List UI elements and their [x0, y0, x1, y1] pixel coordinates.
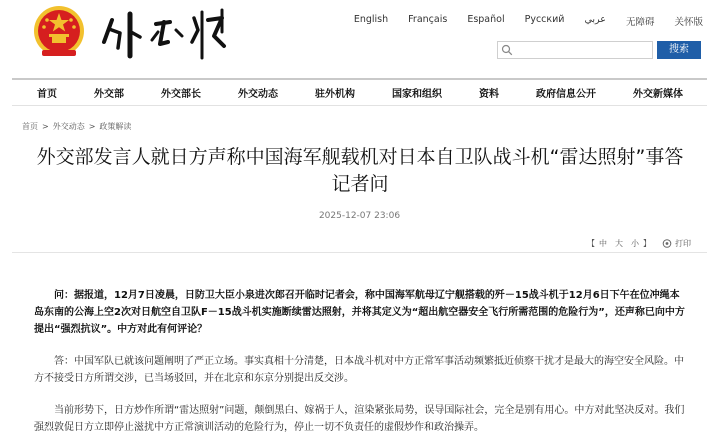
nav-new-media[interactable]: 外交新媒体 [633, 89, 683, 100]
breadcrumb-diplomatic-news[interactable]: 外交动态 [52, 122, 85, 131]
breadcrumb-policy-interpretation[interactable]: 政策解读 [99, 122, 132, 131]
article-toolbar [12, 235, 707, 253]
print-label: 打印 [675, 239, 691, 248]
nav-government-info[interactable]: 政府信息公开 [536, 89, 596, 100]
nav-minister[interactable]: 外交部长 [161, 89, 201, 100]
ministry-calligraphy-logo[interactable] [98, 2, 234, 64]
breadcrumb-home[interactable]: 首页 [22, 122, 38, 131]
nav-missions-abroad[interactable]: 驻外机构 [315, 89, 355, 100]
search-box [497, 41, 653, 59]
search-input[interactable] [516, 43, 650, 57]
lang-french[interactable]: Français [408, 14, 448, 25]
nav-resources[interactable]: 资料 [479, 89, 499, 100]
bracket-close: 】 [643, 239, 651, 248]
article-answer: 答：中国军队已就该问题阐明了严正立场。事实真相十分清楚，日本战斗机对中方正常军事活动频繁抵近侦察干扰才是最大的海空安全风险。中方不接受日方所谓交涉，已当场驳回，并在北京和东京分别提出反交涉。 [34, 356, 684, 384]
breadcrumb-separator: > [88, 122, 96, 131]
lang-english[interactable]: English [353, 14, 389, 25]
lang-spanish[interactable]: Español [467, 14, 505, 25]
font-size-large[interactable]: 大 [615, 239, 623, 248]
search-button[interactable]: 搜索 [657, 41, 701, 59]
article-title: 外交部发言人就日方声称中国海军舰载机对日本自卫队战斗机“雷达照射”事答记者问 [36, 146, 684, 195]
nav-countries-organizations[interactable]: 国家和组织 [392, 89, 442, 100]
font-size-medium[interactable]: 中 [599, 239, 607, 248]
bracket-open: 【 [587, 239, 595, 248]
national-emblem-icon[interactable] [32, 4, 86, 60]
font-size-small[interactable]: 小 [631, 239, 639, 248]
nav-ministry[interactable]: 外交部 [94, 89, 124, 100]
breadcrumb [20, 121, 133, 132]
main-nav [12, 78, 707, 106]
print-icon [662, 239, 672, 248]
lang-russian[interactable]: Русский [524, 14, 565, 25]
elderly-care-link[interactable]: 关怀版 [674, 17, 703, 28]
breadcrumb-separator: > [42, 122, 49, 131]
article-question: 问：据报道，12月7日凌晨，日防卫大臣小泉进次郎召开临时记者会，称中国海军航母辽宁舰搭载的歼－15战斗机于12月6日下午在位冲绳本岛东南的公海上空2次对日航空自卫队F－15战斗机实施断续雷达照射，并将其定义为“超出航空器安全飞行所需范围的危险行为”，还声称已向中方提出“强烈抗议”。中方对此有何评论？ [34, 290, 685, 335]
font-size-selector [587, 238, 651, 249]
print-button[interactable] [662, 238, 691, 249]
lang-arabic[interactable]: عربي [584, 14, 606, 25]
nav-diplomatic-news[interactable]: 外交动态 [238, 89, 278, 100]
accessibility-link[interactable]: 无障碍 [625, 17, 655, 28]
site-header [0, 0, 719, 78]
publish-date: 2025-12-07 23:06 [318, 211, 401, 221]
article-paragraph: 当前形势下，日方炒作所谓“雷达照射”问题，颠倒黑白、嫁祸于人，渲染紧张局势，误导国际社会，完全是别有用心。中方对此坚决反对。我们强烈敦促日方立即停止滋扰中方正常演训活动的危险行为，停止一切不负责任的虚假炒作和政治操弄。 [34, 405, 685, 433]
article-body [34, 287, 686, 444]
nav-home[interactable]: 首页 [37, 89, 57, 100]
language-switcher [334, 14, 703, 28]
search-icon [501, 44, 513, 56]
